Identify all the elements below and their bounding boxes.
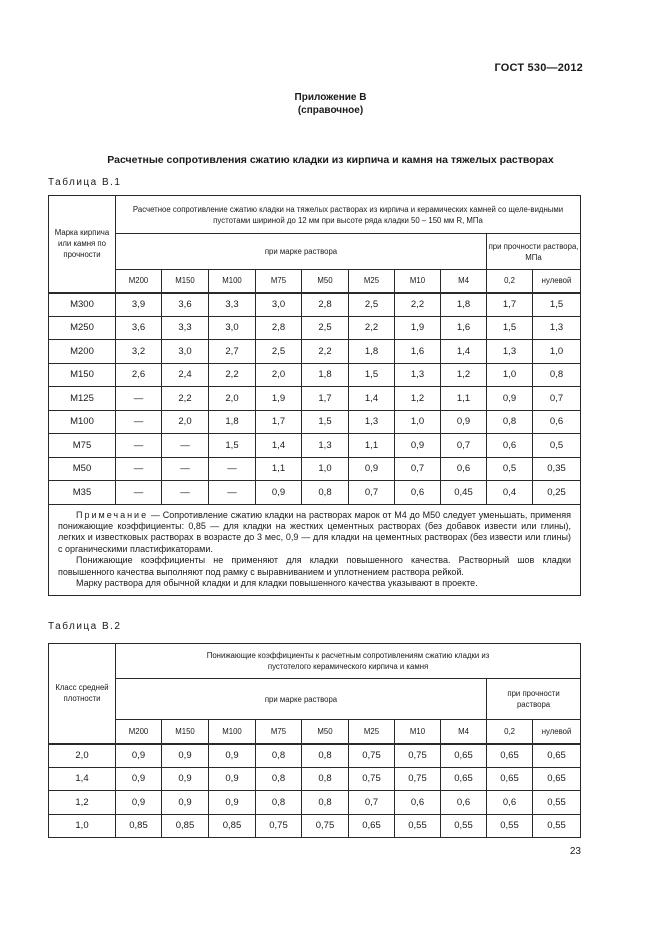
table1-value-cell: 2,2 — [302, 340, 349, 364]
table-row — [49, 481, 581, 505]
table2-column-header: нулевой — [533, 720, 581, 744]
table1-value-cell: 0,4 — [487, 481, 533, 505]
table1-caption: Таблица В.1 — [48, 177, 122, 188]
table1-value-cell: 0,5 — [487, 457, 533, 481]
table1-grade-cell: М125 — [49, 387, 116, 411]
table2-value-cell: 0,75 — [395, 744, 441, 768]
table2-value-cell: 0,9 — [162, 791, 209, 815]
table2-mortar-grade-header: при марке раствора — [116, 679, 487, 720]
table1-value-cell: 3,2 — [116, 340, 162, 364]
table1-value-cell: 2,8 — [256, 316, 302, 340]
table2-value-cell: 0,8 — [256, 744, 302, 768]
table1-value-cell: 1,7 — [487, 293, 533, 317]
table1-value-cell: — — [116, 434, 162, 458]
table1-value-cell: — — [116, 387, 162, 411]
table1-value-cell: 2,0 — [256, 363, 302, 387]
table1-column-header: М150 — [162, 270, 209, 293]
table2-value-cell: 0,8 — [302, 767, 349, 791]
table2-column-header: М25 — [349, 720, 395, 744]
table2-value-cell: 0,6 — [441, 791, 487, 815]
table2-column-header: М200 — [116, 720, 162, 744]
table1-value-cell: 0,6 — [533, 410, 581, 434]
table1-value-cell: 1,3 — [533, 316, 581, 340]
table1-value-cell: 0,9 — [395, 434, 441, 458]
table1-value-cell: 1,1 — [349, 434, 395, 458]
table2 — [48, 643, 581, 838]
main-title: Расчетные сопротивления сжатию кладки из кирпича и камня на тяжелых растворах — [107, 154, 554, 166]
table1-grade-cell: М100 — [49, 410, 116, 434]
table2-value-cell: 0,8 — [302, 791, 349, 815]
table1-value-cell: — — [162, 481, 209, 505]
table2-value-cell: 0,65 — [441, 767, 487, 791]
table1-grade-cell: М200 — [49, 340, 116, 364]
table1-value-cell: 3,3 — [162, 316, 209, 340]
table2-value-cell: 0,9 — [209, 791, 256, 815]
table1-value-cell: 1,2 — [395, 387, 441, 411]
table1-value-cell: 3,0 — [256, 293, 302, 317]
table2-value-cell: 0,75 — [349, 767, 395, 791]
table1-value-cell: 3,6 — [116, 316, 162, 340]
table1-value-cell: 1,9 — [256, 387, 302, 411]
table1-grade-cell: М150 — [49, 363, 116, 387]
table2-value-cell: 0,75 — [349, 744, 395, 768]
table2-value-cell: 0,75 — [395, 767, 441, 791]
table1-value-cell: 1,8 — [209, 410, 256, 434]
table1-value-cell: 1,6 — [395, 340, 441, 364]
table2-value-cell: 0,85 — [162, 814, 209, 838]
note-label: Примечание — [76, 509, 149, 520]
table1-value-cell: — — [209, 481, 256, 505]
table1-value-cell: 1,3 — [395, 363, 441, 387]
appendix-subtitle: (справочное) — [297, 105, 364, 116]
table1-value-cell: 1,0 — [533, 340, 581, 364]
table1-value-cell: 2,5 — [302, 316, 349, 340]
table2-value-cell: 0,8 — [256, 791, 302, 815]
table1-value-cell: 1,0 — [302, 457, 349, 481]
table1-group-header: Расчетное сопротивление сжатию кладки на тяжелых растворах из кирпича и керамических камней со щеле-видными пустотами шириной до 12 мм при высоте ряда кладки 50 – 150 мм R, МПа — [116, 196, 581, 234]
table1-value-cell: 2,8 — [302, 293, 349, 317]
table2-column-header: М100 — [209, 720, 256, 744]
table2-value-cell: 0,55 — [441, 814, 487, 838]
table2-value-cell: 0,8 — [302, 744, 349, 768]
table1 — [48, 195, 581, 596]
table1-value-cell: 3,3 — [209, 293, 256, 317]
table1-value-cell: 1,5 — [349, 363, 395, 387]
table1-column-header: М100 — [209, 270, 256, 293]
table1-value-cell: 0,5 — [533, 434, 581, 458]
table1-value-cell: 1,6 — [441, 316, 487, 340]
table2-density-cell: 1,2 — [49, 791, 116, 815]
table1-value-cell: — — [162, 434, 209, 458]
table2-value-cell: 0,75 — [256, 814, 302, 838]
table1-value-cell: 1,7 — [256, 410, 302, 434]
table2-value-cell: 0,9 — [116, 744, 162, 768]
table2-value-cell: 0,55 — [533, 791, 581, 815]
table-row — [49, 791, 581, 815]
note-paragraph-3: Марку раствора для обычной кладки и для кладки повышенного качества указывают в проекте. — [76, 577, 478, 588]
table1-grade-cell: М35 — [49, 481, 116, 505]
table1-value-cell: 1,5 — [302, 410, 349, 434]
table-row — [49, 387, 581, 411]
table1-value-cell: 2,2 — [349, 316, 395, 340]
table1-value-cell: 0,7 — [533, 387, 581, 411]
table1-note — [49, 504, 581, 596]
table1-value-cell: 1,7 — [302, 387, 349, 411]
table1-value-cell: 1,4 — [256, 434, 302, 458]
table1-value-cell: 1,8 — [302, 363, 349, 387]
table1-value-cell: 2,0 — [209, 387, 256, 411]
table1-grade-header: Марка кирпича или камня по прочности — [49, 196, 116, 293]
table1-grade-cell: М250 — [49, 316, 116, 340]
table2-density-header: Класс средней плотности — [49, 644, 116, 744]
table1-value-cell: 2,6 — [116, 363, 162, 387]
table2-value-cell: 0,65 — [487, 744, 533, 768]
table1-value-cell: 1,1 — [441, 387, 487, 411]
table1-value-cell: 1,5 — [209, 434, 256, 458]
table1-value-cell: — — [116, 457, 162, 481]
table1-value-cell: 0,35 — [533, 457, 581, 481]
page-number: 23 — [569, 846, 581, 857]
table1-mortar-strength-header: при прочности раствора, МПа — [487, 234, 581, 270]
table1-value-cell: 1,8 — [441, 293, 487, 317]
table2-value-cell: 0,65 — [533, 744, 581, 768]
table1-value-cell: 2,0 — [162, 410, 209, 434]
table1-value-cell: 0,8 — [487, 410, 533, 434]
standard-number: ГОСТ 530—2012 — [494, 62, 583, 74]
table2-value-cell: 0,9 — [209, 767, 256, 791]
table2-mortar-strength-header: при прочности раствора — [487, 679, 581, 720]
table1-column-header: М4 — [441, 270, 487, 293]
table2-value-cell: 0,9 — [116, 791, 162, 815]
table2-value-cell: 0,55 — [395, 814, 441, 838]
table1-value-cell: — — [209, 457, 256, 481]
table1-mortar-grade-header: при марке раствора — [116, 234, 487, 270]
table1-column-header: нулевой — [533, 270, 581, 293]
table1-value-cell: 2,2 — [209, 363, 256, 387]
table1-value-cell: 1,4 — [349, 387, 395, 411]
table1-value-cell: — — [116, 410, 162, 434]
table-row — [49, 410, 581, 434]
table2-value-cell: 0,75 — [302, 814, 349, 838]
table-row — [49, 363, 581, 387]
table1-value-cell: 3,0 — [209, 316, 256, 340]
table2-value-cell: 0,65 — [349, 814, 395, 838]
table1-value-cell: 2,2 — [395, 293, 441, 317]
table1-column-header: М10 — [395, 270, 441, 293]
table1-column-header: М200 — [116, 270, 162, 293]
table2-group-header: Понижающие коэффициенты к расчетным сопротивлениям сжатию кладки из пустотелого керамического кирпича и камня — [116, 644, 581, 679]
table2-value-cell: 0,55 — [487, 814, 533, 838]
table1-value-cell: 2,5 — [349, 293, 395, 317]
table1-value-cell: 0,6 — [487, 434, 533, 458]
table2-column-header: М10 — [395, 720, 441, 744]
table1-column-header: 0,2 — [487, 270, 533, 293]
table1-value-cell: 0,6 — [395, 481, 441, 505]
table2-value-cell: 0,65 — [487, 767, 533, 791]
table1-value-cell: 0,9 — [487, 387, 533, 411]
table1-value-cell: 0,8 — [533, 363, 581, 387]
table2-value-cell: 0,65 — [441, 744, 487, 768]
table1-value-cell: 2,2 — [162, 387, 209, 411]
table1-column-header: М25 — [349, 270, 395, 293]
table1-column-header: М75 — [256, 270, 302, 293]
table1-value-cell: 1,4 — [441, 340, 487, 364]
table2-value-cell: 0,55 — [533, 814, 581, 838]
table1-value-cell: 1,0 — [487, 363, 533, 387]
note-paragraph-2: Понижающие коэффициенты не применяют для кладки повышенного качества. Растворный шов кладки повышенного качества выполняют под рамку с выравниванием и уплотнением раствора рейкой. — [58, 555, 572, 577]
table2-value-cell: 0,85 — [116, 814, 162, 838]
table-row — [49, 457, 581, 481]
table-row — [49, 814, 581, 838]
table2-value-cell: 0,9 — [162, 744, 209, 768]
table1-grade-cell: М50 — [49, 457, 116, 481]
table-row — [49, 316, 581, 340]
table2-value-cell: 0,65 — [533, 767, 581, 791]
table1-value-cell: — — [162, 457, 209, 481]
table1-value-cell: 0,7 — [395, 457, 441, 481]
table-row — [49, 744, 581, 768]
table1-value-cell: 2,4 — [162, 363, 209, 387]
table1-value-cell: — — [116, 481, 162, 505]
table2-value-cell: 0,7 — [349, 791, 395, 815]
table1-value-cell: 1,0 — [395, 410, 441, 434]
table2-column-header: 0,2 — [487, 720, 533, 744]
table1-value-cell: 1,5 — [533, 293, 581, 317]
table1-grade-cell: М300 — [49, 293, 116, 317]
appendix-title: Приложение В — [294, 92, 367, 103]
table2-column-header: М4 — [441, 720, 487, 744]
table1-grade-cell: М75 — [49, 434, 116, 458]
table1-value-cell: 1,3 — [302, 434, 349, 458]
table1-value-cell: 3,9 — [116, 293, 162, 317]
table2-value-cell: 0,8 — [256, 767, 302, 791]
table1-value-cell: 2,5 — [256, 340, 302, 364]
table2-value-cell: 0,9 — [162, 767, 209, 791]
table2-column-header: М50 — [302, 720, 349, 744]
table1-value-cell: 3,6 — [162, 293, 209, 317]
table2-value-cell: 0,6 — [395, 791, 441, 815]
table1-value-cell: 0,9 — [441, 410, 487, 434]
table1-value-cell: 1,1 — [256, 457, 302, 481]
table1-value-cell: 1,9 — [395, 316, 441, 340]
table2-value-cell: 0,6 — [487, 791, 533, 815]
table1-value-cell: 0,9 — [256, 481, 302, 505]
table-row — [49, 293, 581, 317]
table1-value-cell: 1,2 — [441, 363, 487, 387]
table1-value-cell: 0,7 — [441, 434, 487, 458]
note-paragraph-1: — Сопротивление сжатию кладки на растворах марок от М4 до М50 следует уменьшать, применяя понижающие коэффициенты: 0,85 — для кладки на жестких цементных растворах (без добавок извести или глины), легких и известковых растворах в возрасте до 3 мес, 0,9 — для кладки на цементных растворах (без извести или глины) с органическими пластификаторами. — [58, 509, 572, 554]
table-row — [49, 767, 581, 791]
table1-value-cell: 0,45 — [441, 481, 487, 505]
table1-value-cell: 0,25 — [533, 481, 581, 505]
table2-density-cell: 2,0 — [49, 744, 116, 768]
table2-density-cell: 1,0 — [49, 814, 116, 838]
table1-value-cell: 2,7 — [209, 340, 256, 364]
table2-column-header: М75 — [256, 720, 302, 744]
table2-value-cell: 0,9 — [209, 744, 256, 768]
table1-value-cell: 0,8 — [302, 481, 349, 505]
table-row — [49, 340, 581, 364]
table1-value-cell: 0,6 — [441, 457, 487, 481]
table1-value-cell: 1,3 — [349, 410, 395, 434]
table1-value-cell: 1,8 — [349, 340, 395, 364]
table2-density-cell: 1,4 — [49, 767, 116, 791]
table2-column-header: М150 — [162, 720, 209, 744]
table-row — [49, 434, 581, 458]
table1-column-header: М50 — [302, 270, 349, 293]
table1-value-cell: 1,3 — [487, 340, 533, 364]
table2-value-cell: 0,9 — [116, 767, 162, 791]
table1-value-cell: 3,0 — [162, 340, 209, 364]
table2-caption: Таблица В.2 — [48, 621, 122, 632]
table1-value-cell: 1,5 — [487, 316, 533, 340]
table2-value-cell: 0,85 — [209, 814, 256, 838]
table1-value-cell: 0,7 — [349, 481, 395, 505]
table1-value-cell: 0,9 — [349, 457, 395, 481]
